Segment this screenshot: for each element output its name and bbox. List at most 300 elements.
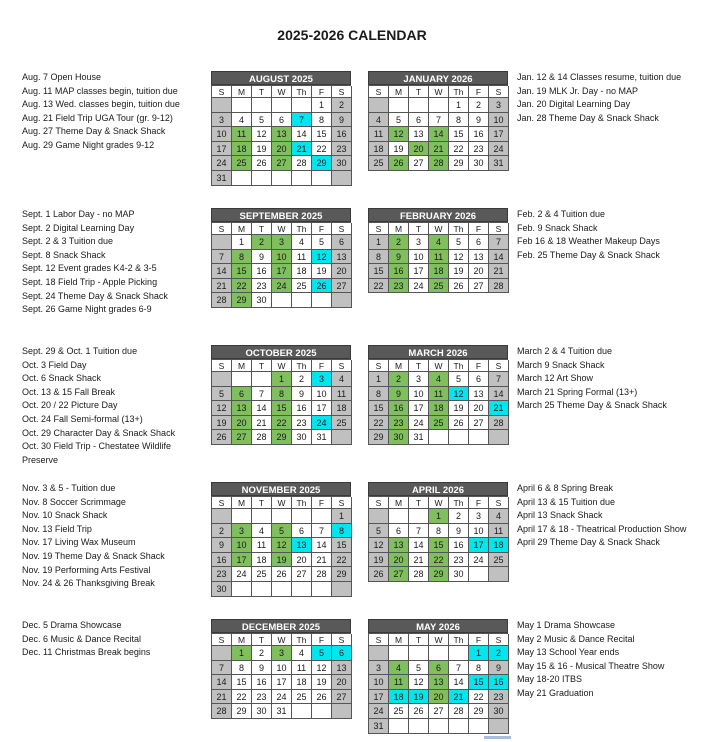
- month-grid: [211, 359, 351, 445]
- day-cell: 2: [252, 235, 272, 250]
- weekday-header: F: [469, 360, 489, 372]
- day-cell: [312, 509, 332, 524]
- day-cell: 25: [389, 704, 409, 719]
- day-cell: 3: [489, 98, 509, 113]
- day-cell: 25: [429, 416, 449, 431]
- day-cell: [389, 509, 409, 524]
- day-cell: 17: [272, 264, 292, 279]
- day-cell: 22: [369, 416, 389, 431]
- day-cell: 10: [409, 250, 429, 265]
- day-cell: 7: [409, 524, 429, 539]
- event-item: Dec. 11 Christmas Break begins: [22, 647, 151, 658]
- day-cell: 31: [212, 171, 232, 186]
- day-cell: [489, 430, 509, 445]
- day-cell: [409, 509, 429, 524]
- day-cell: 17: [369, 690, 389, 705]
- day-cell: 14: [252, 401, 272, 416]
- day-cell: 1: [272, 372, 292, 387]
- day-cell: 19: [312, 675, 332, 690]
- day-cell: 4: [429, 235, 449, 250]
- day-cell: 1: [332, 509, 352, 524]
- events-list-right: [517, 71, 695, 125]
- event-item: Nov. 3 & 5 - Tuition due: [22, 483, 116, 493]
- day-cell: 7: [489, 372, 509, 387]
- day-cell: [332, 582, 352, 597]
- event-item: Aug. 27 Theme Day & Snack Shack: [22, 126, 166, 137]
- day-cell: 1: [429, 509, 449, 524]
- day-cell: 1: [312, 98, 332, 113]
- day-cell: [292, 582, 312, 597]
- day-cell: 13: [332, 661, 352, 676]
- day-cell: 14: [489, 387, 509, 402]
- month-calendar: [211, 345, 351, 445]
- events-list-left: [22, 619, 207, 660]
- event-item: March 12 Art Show: [517, 373, 594, 384]
- events-list-right: [517, 345, 695, 413]
- day-cell: 13: [469, 250, 489, 265]
- day-cell: 7: [212, 661, 232, 676]
- day-cell: 30: [212, 582, 232, 597]
- day-cell: 23: [212, 567, 232, 582]
- day-cell: 18: [429, 401, 449, 416]
- day-cell: 14: [292, 127, 312, 142]
- weekday-header: F: [312, 86, 332, 98]
- day-cell: 27: [469, 416, 489, 431]
- day-cell: 5: [212, 387, 232, 402]
- day-cell: 4: [252, 524, 272, 539]
- weekday-header: S: [369, 634, 389, 646]
- weekday-header: S: [489, 497, 509, 509]
- day-cell: 21: [292, 142, 312, 157]
- day-cell: 1: [469, 646, 489, 661]
- day-cell: 5: [409, 661, 429, 676]
- day-cell: 25: [292, 279, 312, 294]
- month-grid: [368, 222, 508, 293]
- day-cell: 10: [232, 538, 252, 553]
- events-list-left: [22, 208, 207, 317]
- day-cell: 23: [449, 553, 469, 568]
- day-cell: 19: [212, 416, 232, 431]
- day-cell: [272, 98, 292, 113]
- event-item: April 6 & 8 Spring Break: [517, 483, 614, 493]
- day-cell: [212, 235, 232, 250]
- day-cell: 8: [332, 524, 352, 539]
- day-cell: [312, 582, 332, 597]
- month-title: DECEMBER 2025: [211, 619, 351, 633]
- day-cell: 2: [212, 524, 232, 539]
- day-cell: [369, 509, 389, 524]
- day-cell: 22: [469, 690, 489, 705]
- event-item: Dec. 6 Music & Dance Recital: [22, 633, 142, 644]
- day-cell: 9: [489, 661, 509, 676]
- day-cell: 20: [469, 264, 489, 279]
- day-cell: 1: [232, 646, 252, 661]
- day-cell: 27: [292, 567, 312, 582]
- month-title: SEPTEMBER 2025: [211, 208, 351, 222]
- weekday-header: Th: [449, 360, 469, 372]
- month-calendar: [211, 619, 351, 719]
- event-item: Sept. 1 Labor Day - no MAP: [22, 209, 135, 219]
- day-cell: [312, 293, 332, 308]
- day-cell: [409, 98, 429, 113]
- day-cell: 22: [232, 279, 252, 294]
- day-cell: 17: [489, 127, 509, 142]
- day-cell: 14: [449, 675, 469, 690]
- day-cell: 29: [332, 567, 352, 582]
- event-item: Oct. 13 & 15 Fall Break: [22, 386, 116, 397]
- day-cell: 3: [312, 372, 332, 387]
- event-item: Oct. 24 Fall Semi-formal (13+): [22, 413, 143, 424]
- day-cell: 6: [409, 113, 429, 128]
- day-cell: 12: [449, 250, 469, 265]
- day-cell: 12: [449, 387, 469, 402]
- month-calendar: [211, 208, 351, 308]
- day-cell: 22: [332, 553, 352, 568]
- day-cell: [232, 372, 252, 387]
- event-item: Oct. 6 Snack Shack: [22, 373, 102, 384]
- event-item: Aug. 13 Wed. classes begin, tuition due: [22, 99, 180, 110]
- day-cell: 22: [272, 416, 292, 431]
- day-cell: 5: [369, 524, 389, 539]
- weekday-header: W: [429, 86, 449, 98]
- day-cell: 11: [232, 127, 252, 142]
- month-grid: [368, 496, 508, 582]
- event-item: Sept. 2 Digital Learning Day: [22, 222, 135, 233]
- day-cell: 16: [292, 401, 312, 416]
- day-cell: 20: [292, 553, 312, 568]
- day-cell: 26: [449, 279, 469, 294]
- day-cell: 12: [272, 538, 292, 553]
- day-cell: 29: [449, 156, 469, 171]
- day-cell: 26: [312, 279, 332, 294]
- weekday-header: S: [489, 223, 509, 235]
- day-cell: 4: [429, 372, 449, 387]
- day-cell: 28: [449, 704, 469, 719]
- day-cell: 31: [272, 704, 292, 719]
- day-cell: 11: [429, 387, 449, 402]
- events-list-left: [22, 71, 207, 153]
- weekday-header: T: [409, 86, 429, 98]
- day-cell: [292, 509, 312, 524]
- event-item: Jan. 19 MLK Jr. Day - no MAP: [517, 85, 639, 96]
- day-cell: 18: [369, 142, 389, 157]
- day-cell: 8: [429, 524, 449, 539]
- day-cell: 9: [449, 524, 469, 539]
- event-item: Sept. 29 & Oct. 1 Tuition due: [22, 346, 138, 356]
- day-cell: 20: [232, 416, 252, 431]
- day-cell: 11: [252, 538, 272, 553]
- day-cell: 15: [429, 538, 449, 553]
- day-cell: 30: [449, 567, 469, 582]
- weekday-header: S: [369, 86, 389, 98]
- event-item: Jan. 28 Theme Day & Snack Shack: [517, 112, 659, 123]
- day-cell: 31: [409, 430, 429, 445]
- day-cell: [469, 430, 489, 445]
- day-cell: 29: [429, 567, 449, 582]
- day-cell: 26: [272, 567, 292, 582]
- day-cell: 24: [272, 279, 292, 294]
- day-cell: [449, 719, 469, 734]
- day-cell: 7: [312, 524, 332, 539]
- day-cell: 17: [409, 264, 429, 279]
- day-cell: [429, 98, 449, 113]
- day-cell: [469, 719, 489, 734]
- weekday-header: S: [489, 86, 509, 98]
- day-cell: 8: [369, 250, 389, 265]
- day-cell: 21: [409, 553, 429, 568]
- weekday-header: Th: [449, 86, 469, 98]
- day-cell: 30: [252, 293, 272, 308]
- day-cell: 9: [389, 387, 409, 402]
- day-cell: 4: [369, 113, 389, 128]
- day-cell: 2: [389, 235, 409, 250]
- day-cell: [389, 719, 409, 734]
- day-cell: 11: [429, 250, 449, 265]
- day-cell: 13: [332, 250, 352, 265]
- day-cell: [429, 430, 449, 445]
- day-cell: 29: [272, 430, 292, 445]
- day-cell: 8: [272, 387, 292, 402]
- weekday-header: M: [232, 86, 252, 98]
- day-cell: 18: [252, 553, 272, 568]
- day-cell: 21: [212, 690, 232, 705]
- day-cell: 21: [312, 553, 332, 568]
- day-cell: 5: [312, 235, 332, 250]
- weekday-header: F: [312, 223, 332, 235]
- day-cell: 22: [369, 279, 389, 294]
- weekday-header: W: [429, 634, 449, 646]
- day-cell: 20: [409, 142, 429, 157]
- day-cell: 8: [312, 113, 332, 128]
- day-cell: 20: [429, 690, 449, 705]
- day-cell: 5: [252, 113, 272, 128]
- day-cell: 19: [449, 401, 469, 416]
- day-cell: 4: [489, 509, 509, 524]
- day-cell: 27: [232, 430, 252, 445]
- weekday-header: W: [429, 360, 449, 372]
- day-cell: 10: [272, 661, 292, 676]
- day-cell: 11: [292, 250, 312, 265]
- day-cell: 18: [292, 264, 312, 279]
- day-cell: 15: [332, 538, 352, 553]
- events-list-left: [22, 345, 207, 467]
- day-cell: 21: [252, 416, 272, 431]
- event-item: March 25 Theme Day & Snack Shack: [517, 400, 667, 411]
- month-title: FEBRUARY 2026: [368, 208, 508, 222]
- day-cell: 16: [389, 264, 409, 279]
- day-cell: 3: [232, 524, 252, 539]
- day-cell: 14: [489, 250, 509, 265]
- weekday-header: F: [469, 223, 489, 235]
- day-cell: [449, 430, 469, 445]
- day-cell: 6: [292, 524, 312, 539]
- day-cell: 2: [449, 509, 469, 524]
- day-cell: 9: [469, 113, 489, 128]
- selection-mark: [484, 736, 511, 739]
- day-cell: 24: [469, 553, 489, 568]
- event-item: April 17 & 18 - Theatrical Production Show: [517, 523, 687, 534]
- day-cell: 10: [489, 113, 509, 128]
- day-cell: [469, 567, 489, 582]
- day-cell: 27: [272, 156, 292, 171]
- weekday-header: T: [252, 634, 272, 646]
- day-cell: 23: [292, 416, 312, 431]
- day-cell: 31: [312, 430, 332, 445]
- day-cell: 9: [332, 113, 352, 128]
- day-cell: 18: [232, 142, 252, 157]
- day-cell: 4: [292, 646, 312, 661]
- day-cell: 1: [232, 235, 252, 250]
- event-item: Dec. 5 Drama Showcase: [22, 620, 122, 630]
- day-cell: [232, 509, 252, 524]
- day-cell: 26: [449, 416, 469, 431]
- weekday-header: Th: [449, 223, 469, 235]
- day-cell: 29: [312, 156, 332, 171]
- day-cell: 30: [389, 430, 409, 445]
- day-cell: 3: [469, 509, 489, 524]
- event-item: Oct. 3 Field Day: [22, 359, 87, 370]
- day-cell: 30: [469, 156, 489, 171]
- day-cell: 30: [292, 430, 312, 445]
- weekday-header: S: [212, 223, 232, 235]
- day-cell: 18: [389, 690, 409, 705]
- event-item: Oct. 29 Character Day & Snack Shack: [22, 427, 176, 438]
- weekday-header: F: [312, 360, 332, 372]
- day-cell: 18: [292, 675, 312, 690]
- day-cell: 3: [272, 235, 292, 250]
- day-cell: 28: [252, 430, 272, 445]
- day-cell: [232, 98, 252, 113]
- weekday-header: M: [232, 360, 252, 372]
- event-item: April 13 & 15 Tuition due: [517, 496, 616, 507]
- day-cell: 12: [312, 661, 332, 676]
- weekday-header: T: [409, 634, 429, 646]
- day-cell: 10: [469, 524, 489, 539]
- day-cell: 23: [252, 690, 272, 705]
- day-cell: [332, 293, 352, 308]
- day-cell: 10: [212, 127, 232, 142]
- day-cell: [212, 509, 232, 524]
- day-cell: 19: [272, 553, 292, 568]
- day-cell: [429, 646, 449, 661]
- event-item: May 2 Music & Dance Recital: [517, 633, 635, 644]
- weekday-header: T: [252, 360, 272, 372]
- day-cell: [312, 704, 332, 719]
- event-item: Nov. 13 Field Trip: [22, 523, 92, 534]
- day-cell: 7: [212, 250, 232, 265]
- event-item: April 29 Theme Day & Snack Shack: [517, 537, 660, 548]
- weekday-header: F: [469, 634, 489, 646]
- day-cell: 16: [252, 264, 272, 279]
- month-grid: [368, 85, 508, 171]
- weekday-header: Th: [292, 360, 312, 372]
- weekday-header: T: [252, 497, 272, 509]
- day-cell: [272, 171, 292, 186]
- day-cell: 16: [489, 675, 509, 690]
- day-cell: 29: [232, 704, 252, 719]
- weekday-header: M: [232, 497, 252, 509]
- event-item: Sept. 2 & 3 Tuition due: [22, 236, 114, 247]
- weekday-header: W: [272, 223, 292, 235]
- day-cell: 8: [469, 661, 489, 676]
- day-cell: 21: [212, 279, 232, 294]
- weekday-header: T: [409, 497, 429, 509]
- day-cell: 26: [212, 430, 232, 445]
- weekday-header: S: [212, 497, 232, 509]
- day-cell: 5: [312, 646, 332, 661]
- day-cell: 20: [332, 264, 352, 279]
- weekday-header: S: [369, 360, 389, 372]
- day-cell: 28: [212, 293, 232, 308]
- day-cell: 26: [252, 156, 272, 171]
- day-cell: 10: [409, 387, 429, 402]
- day-cell: 25: [489, 553, 509, 568]
- day-cell: 9: [252, 250, 272, 265]
- day-cell: 13: [389, 538, 409, 553]
- weekday-header: M: [389, 497, 409, 509]
- event-item: Jan. 20 Digital Learning Day: [517, 99, 631, 110]
- day-cell: 23: [469, 142, 489, 157]
- weekday-header: S: [369, 223, 389, 235]
- day-cell: 3: [272, 646, 292, 661]
- day-cell: 12: [369, 538, 389, 553]
- day-cell: 23: [389, 416, 409, 431]
- weekday-header: F: [469, 497, 489, 509]
- day-cell: [212, 372, 232, 387]
- day-cell: [389, 646, 409, 661]
- day-cell: 21: [449, 690, 469, 705]
- day-cell: 6: [469, 235, 489, 250]
- weekday-header: T: [409, 360, 429, 372]
- weekday-header: S: [369, 497, 389, 509]
- day-cell: 20: [332, 675, 352, 690]
- day-cell: 27: [469, 279, 489, 294]
- weekday-header: S: [489, 634, 509, 646]
- day-cell: 24: [232, 567, 252, 582]
- day-cell: 7: [292, 113, 312, 128]
- day-cell: 26: [369, 567, 389, 582]
- day-cell: 11: [389, 675, 409, 690]
- day-cell: 30: [489, 704, 509, 719]
- month-title: NOVEMBER 2025: [211, 482, 351, 496]
- day-cell: 2: [292, 372, 312, 387]
- month-grid: [211, 222, 351, 308]
- day-cell: 12: [312, 250, 332, 265]
- month-calendar: [368, 71, 508, 171]
- event-item: March 2 & 4 Tuition due: [517, 346, 613, 356]
- day-cell: 31: [489, 156, 509, 171]
- weekday-header: M: [389, 86, 409, 98]
- month-calendar: [211, 71, 351, 186]
- day-cell: [212, 646, 232, 661]
- day-cell: 22: [312, 142, 332, 157]
- weekday-header: F: [312, 497, 332, 509]
- day-cell: 19: [389, 142, 409, 157]
- day-cell: 8: [232, 250, 252, 265]
- day-cell: 15: [369, 401, 389, 416]
- day-cell: 2: [332, 98, 352, 113]
- day-cell: 30: [332, 156, 352, 171]
- day-cell: 11: [489, 524, 509, 539]
- day-cell: 28: [212, 704, 232, 719]
- day-cell: 26: [312, 690, 332, 705]
- day-cell: 14: [212, 675, 232, 690]
- day-cell: 29: [469, 704, 489, 719]
- day-cell: 12: [389, 127, 409, 142]
- day-cell: [369, 646, 389, 661]
- day-cell: 14: [212, 264, 232, 279]
- day-cell: 26: [389, 156, 409, 171]
